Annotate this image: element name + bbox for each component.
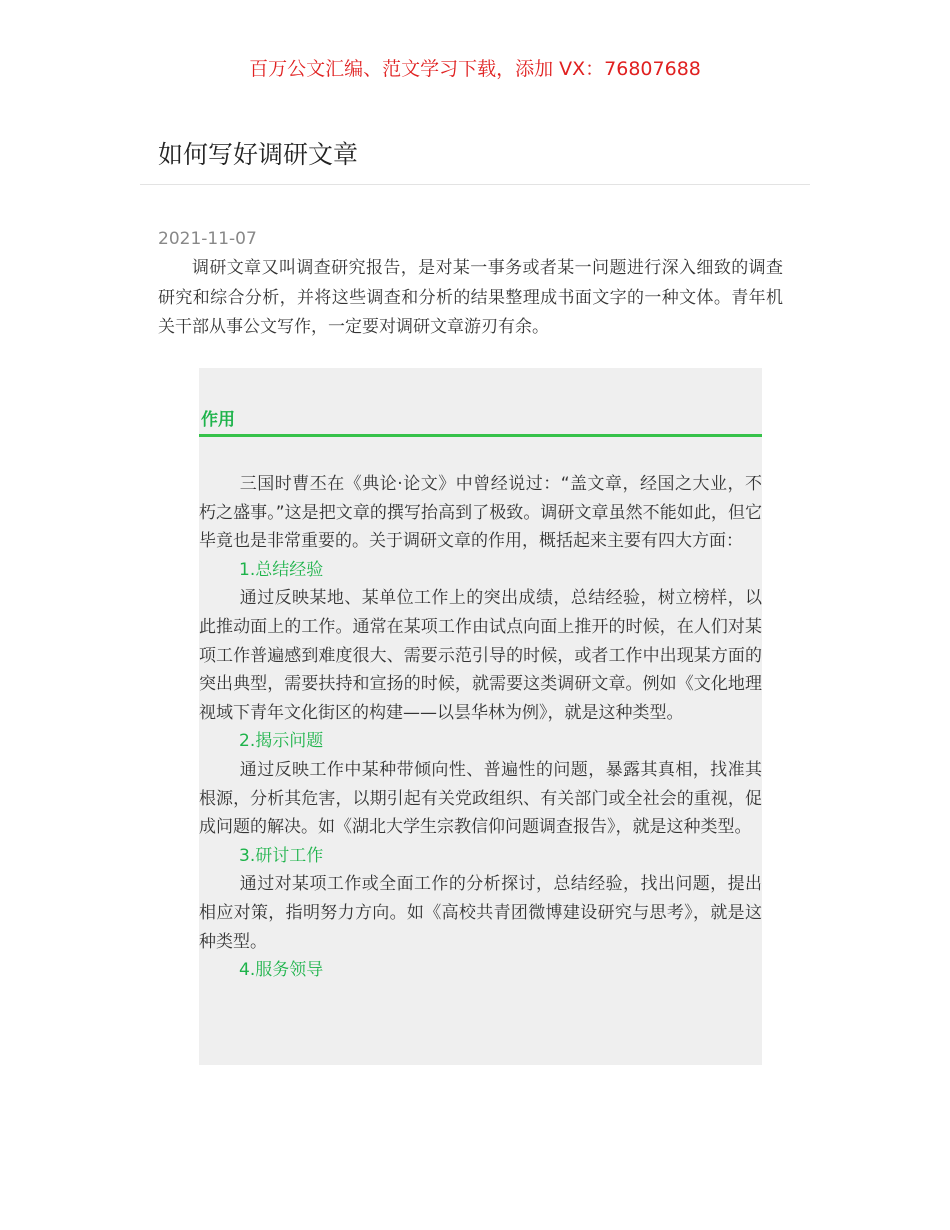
- content-box: [199, 368, 762, 1065]
- section-body: [199, 470, 762, 985]
- intro-paragraph: 调研文章又叫调查研究报告，是对某一事务或者某一问题进行深入细致的调查研究和综合分析，并将这些调查和分析的结果整理成书面文字的一种文体。青年机关干部从事公文写作，一定要对调研文章游刃有余。: [158, 258, 783, 337]
- title-divider: [140, 184, 810, 185]
- promo-banner: 百万公文汇编、范文学习下载，添加 VX：76807688: [249, 58, 701, 80]
- publish-date: 2021-11-07: [158, 229, 257, 249]
- subheading-summarize-experience: 1.总结经验: [239, 559, 324, 580]
- paragraph-discuss-work: 通过对某项工作或全面工作的分析探讨，总结经验，找出问题，提出相应对策，指明努力方向。如《高校共青团微博建设研究与思考》，就是这种类型。: [199, 874, 762, 952]
- section-header-rule: [199, 434, 762, 437]
- page-title: 如何写好调研文章: [158, 140, 359, 169]
- subheading-discuss-work: 3.研讨工作: [239, 845, 324, 866]
- section-intro-paragraph: 三国时曹丕在《典论·论文》中曾经说过：“盖文章，经国之大业，不朽之盛事。”这是把文章的撰写抬高到了极致。调研文章虽然不能如此，但它毕竟也是非常重要的。关于调研文章的作用，概括起来主要有四大方面：: [199, 474, 762, 552]
- section-header: 作用: [201, 410, 235, 430]
- subheading-reveal-problems: 2.揭示问题: [239, 731, 324, 752]
- subheading-serve-leadership: 4.服务领导: [239, 960, 324, 981]
- paragraph-summarize-experience: 通过反映某地、某单位工作上的突出成绩，总结经验，树立榜样，以此推动面上的工作。通常在某项工作由试点向面上推开的时候，在人们对某项工作普遍感到难度很大、需要示范引导的时候，或者工作中出现某方面的突出典型，需要扶持和宣扬的时候，就需要这类调研文章。例如《文化地理视域下青年文化街区的构建——以昙华林为例》，就是这种类型。: [199, 588, 762, 723]
- paragraph-reveal-problems: 通过反映工作中某种带倾向性、普遍性的问题，暴露其真相，找准其根源，分析其危害，以期引起有关党政组织、有关部门或全社会的重视，促成问题的解决。如《湖北大学生宗教信仰问题调查报告》，就是这种类型。: [199, 759, 762, 838]
